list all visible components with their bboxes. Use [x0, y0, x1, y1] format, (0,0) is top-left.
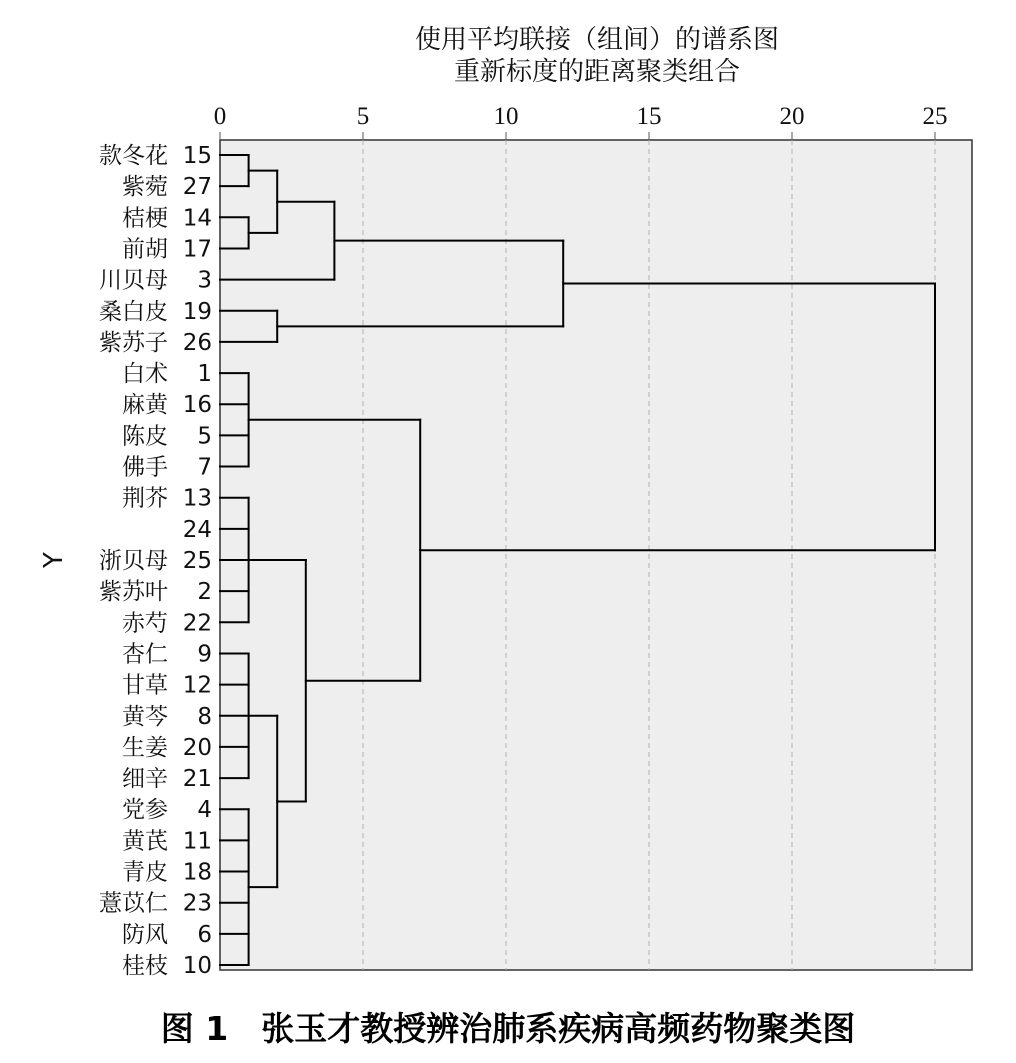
plot-area: [220, 140, 972, 970]
plot-background: [220, 140, 972, 970]
leaf-id: 1: [197, 361, 212, 388]
leaf-labels: [99, 143, 212, 979]
leaf-name: 桂枝: [122, 953, 168, 979]
leaf-name: 前胡: [122, 236, 168, 263]
leaf-name: 甘草: [122, 672, 168, 699]
leaf-name: 黄芪: [122, 828, 168, 855]
x-axis-ticks: [214, 103, 948, 140]
leaf-name: 赤芍: [122, 610, 168, 637]
leaf-id: 14: [182, 205, 212, 232]
leaf-id: 3: [197, 267, 212, 294]
chart-title: 使用平均联接（组间）的谱系图: [414, 25, 780, 55]
x-tick-label: 5: [356, 103, 370, 130]
leaf-name: 紫苏叶: [99, 579, 168, 606]
leaf-id: 17: [182, 236, 212, 263]
leaf-name: 紫苏子: [99, 329, 168, 356]
leaf-id: 25: [182, 548, 212, 574]
leaf-id: 18: [182, 859, 212, 886]
leaf-name: 生姜: [122, 734, 168, 761]
leaf-id: 23: [182, 890, 212, 917]
leaf-name: 陈皮: [122, 423, 168, 450]
x-tick-label: 0: [213, 103, 227, 130]
leaf-id: 22: [182, 610, 212, 637]
leaf-name: 款冬花: [99, 143, 168, 169]
leaf-name: 桔梗: [122, 205, 168, 232]
x-tick-label: 10: [493, 103, 519, 130]
x-tick-label: 15: [636, 103, 662, 130]
leaf-id: 16: [182, 392, 212, 419]
leaf-name: 桑白皮: [99, 298, 168, 325]
leaf-name: 紫菀: [122, 174, 168, 201]
leaf-id: 12: [182, 672, 212, 699]
leaf-name: 麻黄: [122, 392, 168, 419]
leaf-id: 15: [182, 143, 212, 169]
chart-subtitle: 重新标度的距离聚类组合: [453, 57, 741, 87]
leaf-id: 24: [182, 516, 212, 543]
leaf-id: 26: [182, 329, 212, 356]
leaf-name: 白术: [122, 361, 168, 388]
leaf-id: 10: [182, 953, 212, 979]
leaf-name: 杏仁: [122, 641, 168, 668]
leaf-name: 川贝母: [99, 267, 168, 294]
leaf-id: 5: [197, 423, 212, 450]
leaf-id: 9: [197, 641, 212, 668]
x-tick-label: 25: [922, 103, 948, 130]
figure-caption: 图 1 张玉才教授辨治肺系疾病高频药物聚类图: [160, 1009, 856, 1048]
leaf-name: 细辛: [122, 766, 168, 793]
leaf-id: 8: [197, 703, 212, 730]
leaf-id: 6: [197, 921, 212, 948]
leaf-name: 荆芥: [122, 485, 168, 512]
leaf-id: 21: [182, 766, 212, 793]
leaf-name: 青皮: [122, 859, 168, 886]
x-tick-label: 20: [779, 103, 805, 130]
leaf-name: 防风: [122, 921, 168, 948]
leaf-id: 19: [182, 298, 212, 325]
leaf-name: 浙贝母: [99, 548, 168, 574]
leaf-id: 4: [197, 797, 212, 824]
leaf-id: 27: [182, 174, 212, 201]
y-axis-label: Y: [39, 552, 69, 568]
leaf-name: 黄芩: [122, 703, 168, 730]
leaf-id: 2: [197, 579, 212, 606]
leaf-id: 20: [182, 734, 212, 761]
leaf-name: 党参: [122, 797, 168, 824]
leaf-name: 佛手: [122, 454, 168, 481]
leaf-name: 薏苡仁: [99, 890, 168, 917]
leaf-id: 7: [197, 454, 212, 481]
leaf-id: 13: [182, 485, 212, 512]
leaf-id: 11: [182, 828, 212, 855]
